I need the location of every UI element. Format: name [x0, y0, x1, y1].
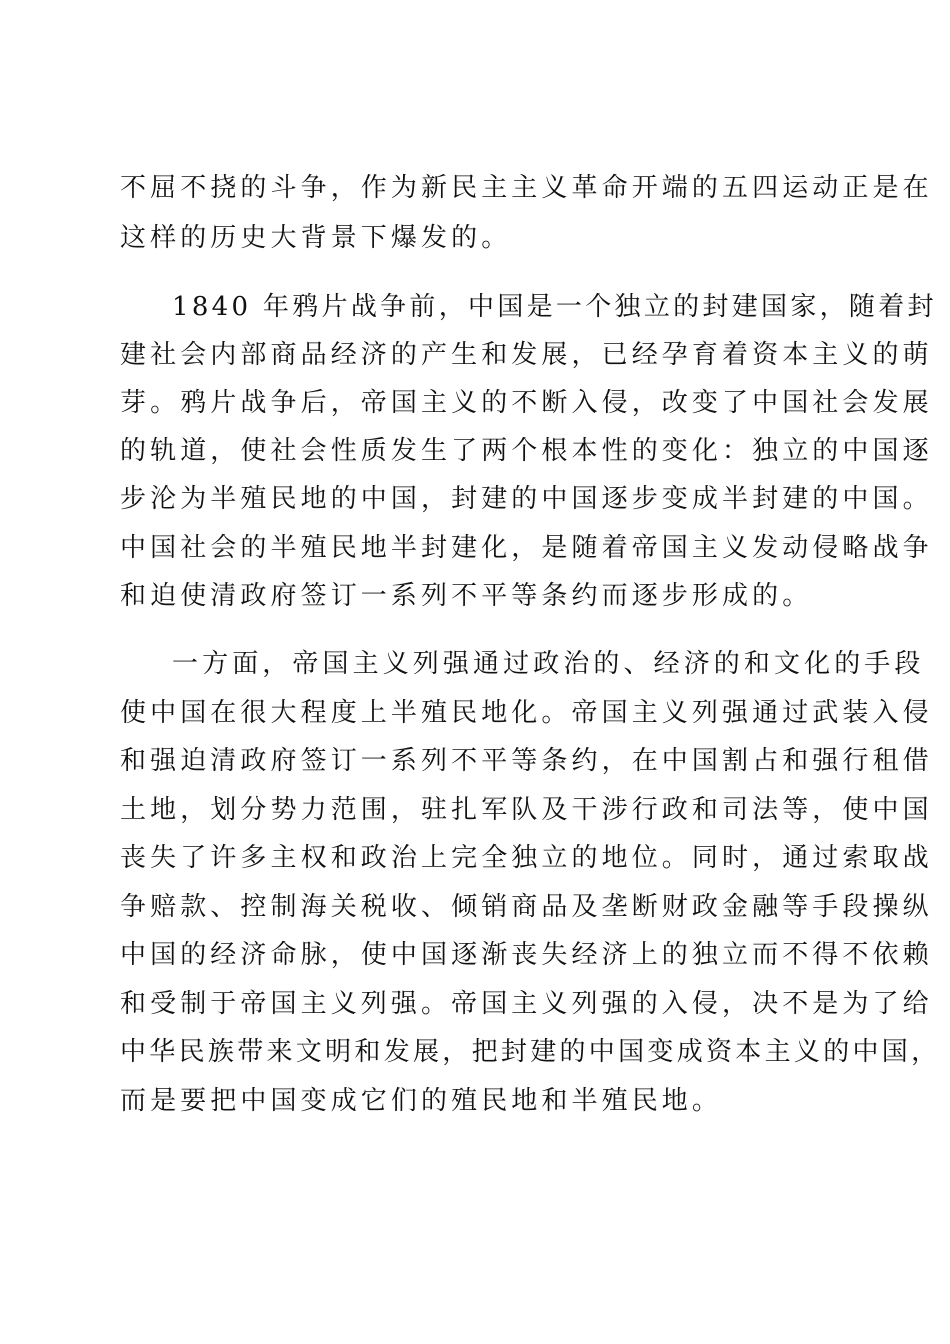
- text-line: 而是要把中国变成它们的殖民地和半殖民地。: [120, 1086, 723, 1116]
- text-line: 和迫使清政府签订一系列不平等条约而逐步形成的。: [120, 581, 813, 611]
- text-line: 建社会内部商品经济的产生和发展，已经孕育着资本主义的萌: [120, 340, 933, 370]
- text-line: 一方面，帝国主义列强通过政治的、经济的和文化的手段: [172, 649, 925, 679]
- text-line: 中国的经济命脉，使中国逐渐丧失经济上的独立而不得不依赖: [120, 940, 933, 970]
- text-line: 中国社会的半殖民地半封建化，是随着帝国主义发动侵略战争: [120, 533, 933, 563]
- text-line: 1840 年鸦片战争前，中国是一个独立的封建国家，随着封: [172, 292, 937, 322]
- text-line: 不屈不挠的斗争，作为新民主主义革命开端的五四运动正是在: [120, 173, 933, 203]
- text-line: 芽。鸦片战争后，帝国主义的不断入侵，改变了中国社会发展: [120, 388, 933, 418]
- text-line: 步沦为半殖民地的中国，封建的中国逐步变成半封建的中国。: [120, 484, 933, 514]
- text-line: 使中国在很大程度上半殖民地化。帝国主义列强通过武装入侵: [120, 698, 933, 728]
- text-line: 丧失了许多主权和政治上完全独立的地位。同时，通过索取战: [120, 843, 933, 873]
- text-line: 土地，划分势力范围，驻扎军队及干涉行政和司法等，使中国: [120, 795, 933, 825]
- text-line: 这样的历史大背景下爆发的。: [120, 223, 512, 253]
- text-line: 和强迫清政府签订一系列不平等条约，在中国割占和强行租借: [120, 746, 933, 776]
- text-line: 和受制于帝国主义列强。帝国主义列强的入侵，决不是为了给: [120, 989, 933, 1019]
- text-line: 的轨道，使社会性质发生了两个根本性的变化：独立的中国逐: [120, 436, 933, 466]
- text-line: 中华民族带来文明和发展，把封建的中国变成资本主义的中国，: [120, 1037, 941, 1067]
- text-line: 争赔款、控制海关税收、倾销商品及垄断财政金融等手段操纵: [120, 892, 933, 922]
